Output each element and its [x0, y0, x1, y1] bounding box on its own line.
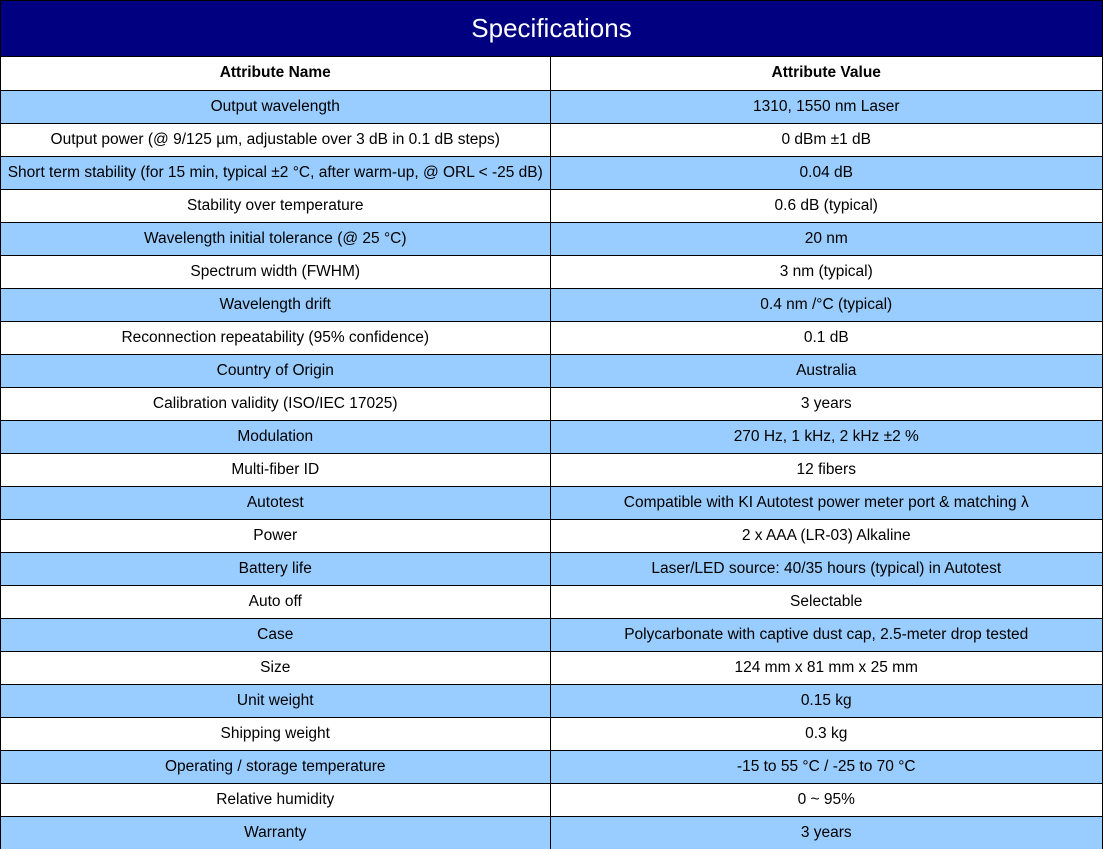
- table-row: [1, 750, 1102, 783]
- table-row: [1, 618, 1102, 651]
- specifications-title: Specifications: [1, 1, 1102, 57]
- attribute-value-cell: 0 dBm ±1 dB: [550, 123, 1102, 156]
- attribute-name-cell: Warranty: [1, 816, 550, 849]
- table-row: [1, 387, 1102, 420]
- attribute-value-cell: 0.04 dB: [550, 156, 1102, 189]
- attribute-name-cell: Battery life: [1, 552, 550, 585]
- attribute-name-cell: Size: [1, 651, 550, 684]
- table-row: [1, 123, 1102, 156]
- table-row: [1, 222, 1102, 255]
- attribute-value-cell: Polycarbonate with captive dust cap, 2.5-meter drop tested: [550, 618, 1102, 651]
- attribute-value-cell: 0 ~ 95%: [550, 783, 1102, 816]
- table-row: [1, 90, 1102, 123]
- table-row: [1, 288, 1102, 321]
- table-body: [1, 90, 1102, 849]
- attribute-name-cell: Country of Origin: [1, 354, 550, 387]
- attribute-value-cell: Compatible with KI Autotest power meter port & matching λ: [550, 486, 1102, 519]
- attribute-value-cell: 2 x AAA (LR-03) Alkaline: [550, 519, 1102, 552]
- attribute-name-cell: Stability over temperature: [1, 189, 550, 222]
- attribute-name-cell: Multi-fiber ID: [1, 453, 550, 486]
- attribute-name-cell: Power: [1, 519, 550, 552]
- attribute-value-cell: 3 years: [550, 387, 1102, 420]
- table-row: [1, 420, 1102, 453]
- attribute-value-cell: 12 fibers: [550, 453, 1102, 486]
- attribute-name-cell: Wavelength initial tolerance (@ 25 °C): [1, 222, 550, 255]
- attribute-value-cell: 1310, 1550 nm Laser: [550, 90, 1102, 123]
- attribute-value-cell: 0.1 dB: [550, 321, 1102, 354]
- attribute-name-cell: Calibration validity (ISO/IEC 17025): [1, 387, 550, 420]
- attribute-value-cell: Australia: [550, 354, 1102, 387]
- attribute-value-cell: 0.6 dB (typical): [550, 189, 1102, 222]
- attribute-name-cell: Spectrum width (FWHM): [1, 255, 550, 288]
- attribute-value-cell: 270 Hz, 1 kHz, 2 kHz ±2 %: [550, 420, 1102, 453]
- attribute-name-cell: Output power (@ 9/125 µm, adjustable over 3 dB in 0.1 dB steps): [1, 123, 550, 156]
- table-row: [1, 717, 1102, 750]
- table-row: [1, 816, 1102, 849]
- attribute-value-cell: 0.3 kg: [550, 717, 1102, 750]
- table-row: [1, 354, 1102, 387]
- table-row: [1, 651, 1102, 684]
- attribute-name-cell: Short term stability (for 15 min, typical ±2 °C, after warm-up, @ ORL < -25 dB): [1, 156, 550, 189]
- table-row: [1, 552, 1102, 585]
- header-attribute-name: Attribute Name: [1, 57, 550, 90]
- attribute-name-cell: Unit weight: [1, 684, 550, 717]
- attribute-name-cell: Relative humidity: [1, 783, 550, 816]
- attribute-value-cell: 0.15 kg: [550, 684, 1102, 717]
- attribute-value-cell: 124 mm x 81 mm x 25 mm: [550, 651, 1102, 684]
- attribute-value-cell: Laser/LED source: 40/35 hours (typical) in Autotest: [550, 552, 1102, 585]
- attribute-value-cell: 20 nm: [550, 222, 1102, 255]
- table-row: [1, 684, 1102, 717]
- attribute-name-cell: Auto off: [1, 585, 550, 618]
- attribute-name-cell: Case: [1, 618, 550, 651]
- attribute-value-cell: 3 nm (typical): [550, 255, 1102, 288]
- attribute-value-cell: 3 years: [550, 816, 1102, 849]
- attribute-value-cell: -15 to 55 °C / -25 to 70 °C: [550, 750, 1102, 783]
- table-row: [1, 156, 1102, 189]
- table-row: [1, 189, 1102, 222]
- attribute-name-cell: Shipping weight: [1, 717, 550, 750]
- table-row: [1, 255, 1102, 288]
- table-header-row: [1, 57, 1102, 90]
- header-attribute-value: Attribute Value: [550, 57, 1102, 90]
- table-row: [1, 486, 1102, 519]
- attribute-name-cell: Operating / storage temperature: [1, 750, 550, 783]
- attribute-name-cell: Output wavelength: [1, 90, 550, 123]
- table-row: [1, 321, 1102, 354]
- attribute-name-cell: Autotest: [1, 486, 550, 519]
- attribute-name-cell: Wavelength drift: [1, 288, 550, 321]
- attribute-value-cell: 0.4 nm /°C (typical): [550, 288, 1102, 321]
- specifications-table: [1, 57, 1102, 849]
- table-row: [1, 519, 1102, 552]
- attribute-value-cell: Selectable: [550, 585, 1102, 618]
- table-row: [1, 453, 1102, 486]
- attribute-name-cell: Reconnection repeatability (95% confidence): [1, 321, 550, 354]
- table-row: [1, 783, 1102, 816]
- table-row: [1, 585, 1102, 618]
- attribute-name-cell: Modulation: [1, 420, 550, 453]
